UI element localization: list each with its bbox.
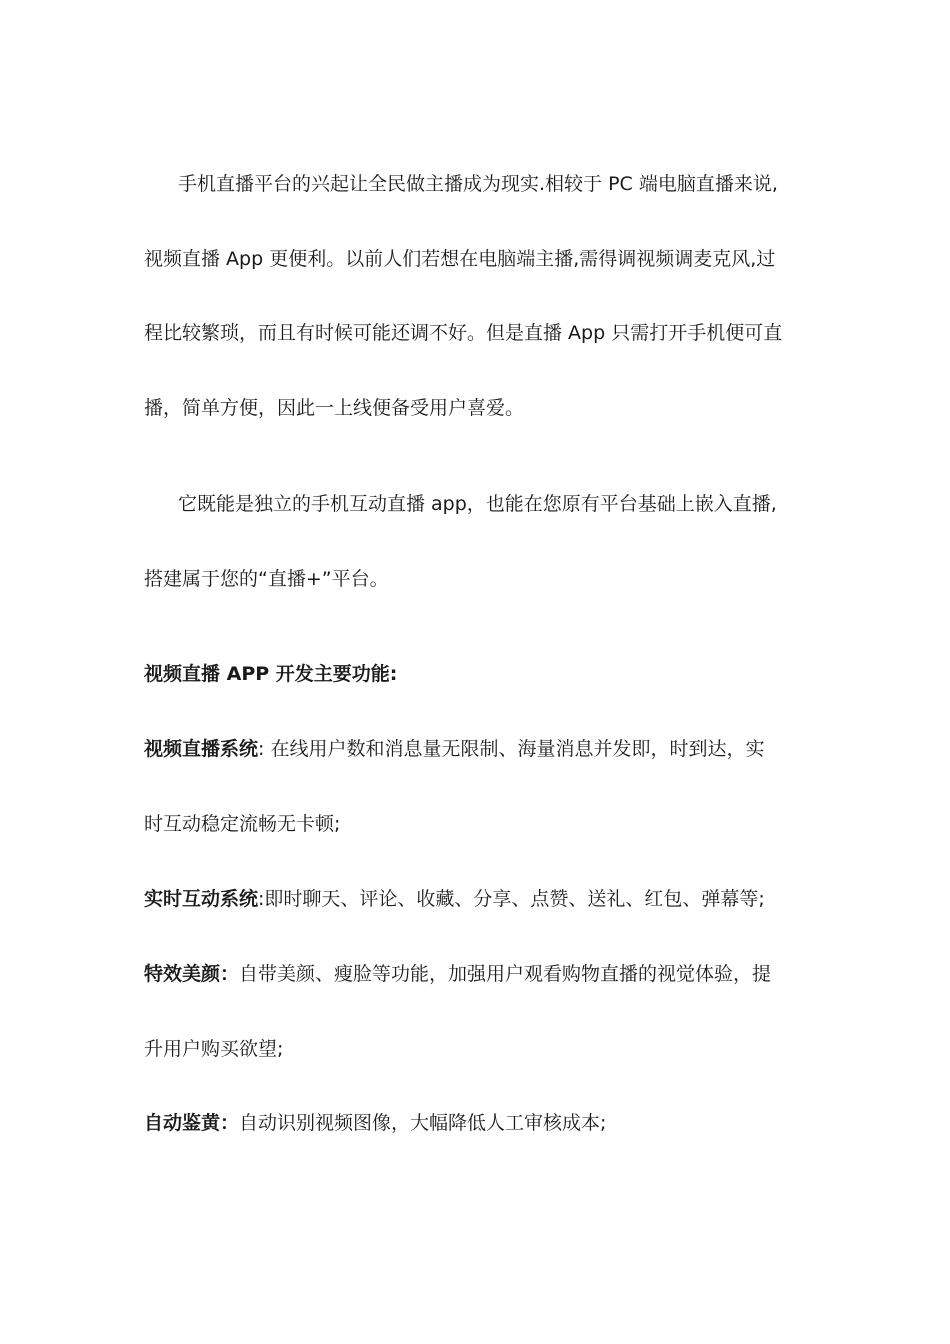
intro-p1-line-4: 播，简单方便，因此一上线便备受用户喜爱。 [144, 397, 525, 419]
intro-p1-line-2: 视频直播 App 更便利。以前人们若想在电脑端主播,需得调视频调麦克风,过 [144, 248, 776, 270]
feature-text: 自动识别视频图像，大幅降低人工审核成本; [239, 1112, 607, 1134]
feature-item [144, 1111, 834, 1135]
feature-text: 即时聊天、评论、收藏、分享、点赞、送礼、红包、弹幕等; [264, 888, 765, 910]
feature-separator: ： [220, 963, 240, 985]
feature-text: 在线用户数和消息量无限制、海量消息并发即，时到达，实 [270, 738, 765, 760]
features-heading: 视频直播 APP 开发主要功能: [144, 663, 398, 685]
feature-title: 视频直播系统 [144, 738, 259, 760]
feature-text: 自带美颜、瘦脸等功能，加强用户观看购物直播的视觉体验，提 [239, 963, 772, 985]
feature-separator: : [258, 738, 265, 760]
feature-title: 实时互动系统 [144, 888, 259, 910]
feature-item [144, 737, 834, 761]
intro-p2-line-2: 搭建属于您的“直播+”平台。 [144, 568, 389, 590]
feature-item [144, 887, 834, 911]
feature-item [144, 962, 834, 986]
intro-p1-line-3: 程比较繁琐，而且有时候可能还调不好。但是直播 App 只需打开手机便可直 [144, 322, 783, 344]
feature-title: 自动鉴黄 [144, 1112, 221, 1134]
intro-p2-line-1: 它既能是独立的手机互动直播 app，也能在您原有平台基础上嵌入直播, [178, 493, 777, 515]
intro-p1-line-1: 手机直播平台的兴起让全民做主播成为现实.相较于 PC 端电脑直播来说, [178, 173, 778, 195]
feature-separator: ： [220, 1112, 240, 1134]
feature-text-continued: 升用户购买欲望; [144, 1038, 284, 1060]
feature-separator: : [258, 888, 265, 910]
feature-text-continued: 时互动稳定流畅无卡顿; [144, 813, 341, 835]
feature-title: 特效美颜 [144, 963, 221, 985]
